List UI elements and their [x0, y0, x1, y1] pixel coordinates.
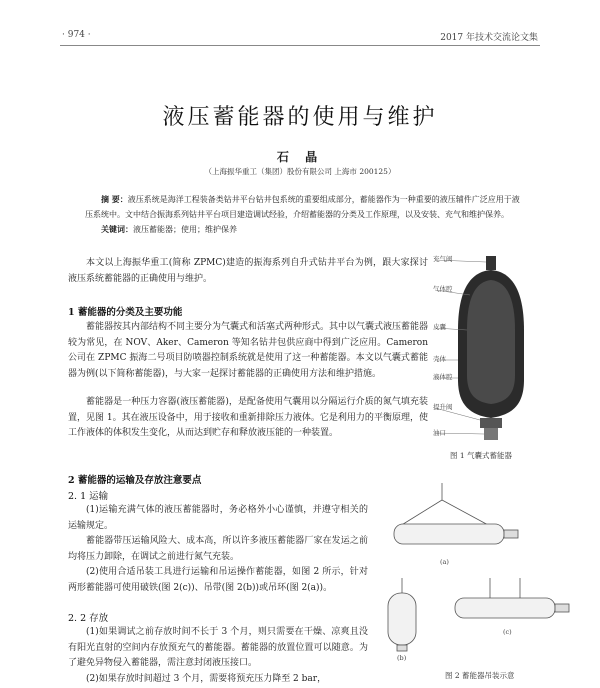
section-2-paragraph-1: (1)运输充满气体的液压蓄能器时，务必格外小心谨慎，并遵守相关的运输规定。	[68, 505, 368, 531]
poppet-shape	[480, 418, 502, 428]
port-shape	[484, 428, 498, 440]
journal-name: 2017 年技术交流论文集	[440, 33, 538, 43]
section-2-paragraph-2: 蓄能器带压运输风险大、成本高，所以许多液压蓄能器厂家在发运之前均将压力卸除，在调试之前进行氮气充装。	[68, 536, 368, 562]
abstract-text: 液压系统是海洋工程装备类钻井平台钻井包系统的重要组成部分，蓄能器作为一种重要的液压辅件广泛应用于液压系统中。文中结合振海系列钻井平台项目建造调试经验，介绍蓄能器的分类及工作原理，以及安装、充气和维护保养。	[85, 195, 520, 219]
intro-paragraph: 本文以上海振华重工(简称 ZPMC)建造的振海系列自升式钻井平台为例，跟大家探讨液压系统蓄能器的正确使用与维护。	[68, 258, 428, 284]
section-1-paragraph-1: 蓄能器按其内部结构不同主要分为气囊式和活塞式两种形式。其中以气囊式液压蓄能器较为常见，在 NOV、Aker、Cameron 等知名钻井包供应商中得到广泛应用。Cameron 公司在 ZPMC 振海二号项目防喷器控制系统就是使用了这一种蓄能器。本文以气囊式蓄能器为例(以下简称蓄能器)，与大家一起探讨蓄能器的正确使用方法和维护措施。	[68, 322, 429, 379]
section-2-2-heading: 2. 2 存放	[68, 613, 109, 624]
figure-1-accumulator	[430, 250, 580, 445]
author: 石 晶	[276, 150, 324, 164]
fig2-label-c: (c)	[503, 628, 512, 636]
fig1-label-poppet: 提升阀	[433, 403, 453, 411]
paper-title: 液压蓄能器的使用与维护	[162, 105, 438, 130]
section-2-paragraph-3: (2)使用合适吊装工具进行运输和吊运操作蓄能器，如图 2 所示，针对两形蓄能器可使用破铁(图 2(c))、吊带(图 2(b))或吊环(图 2(a))。	[68, 567, 368, 593]
section-1-paragraph-2: 蓄能器是一种压力容器(液压蓄能器)，是配备使用气囊用以分隔运行介质的氮气填充装置，见图 1。其在液压设备中，用于接收和重新排除压力液体。它是利用力的平衡原理，使工作液体的体积发生变化，从而达到贮存和释放液压能的一种装置。	[68, 397, 428, 438]
section-2-paragraph-5: (2)如果存放时间超过 3 个月，需要将预充压力降至 2 bar，	[86, 674, 327, 684]
affiliation: （上海振华重工（集团）股份有限公司 上海市 200125）	[204, 167, 396, 176]
fig2-label-b: (b)	[397, 654, 407, 662]
fig1-label-gas-chamber: 气体腔	[433, 285, 453, 293]
keywords: 液压蓄能器；使用；维护保养	[133, 225, 237, 234]
gas-valve-shape	[486, 256, 496, 270]
abstract	[85, 192, 525, 237]
fig1-label-bladder: 皮囊	[433, 323, 446, 331]
fig1-label-shell: 壳体	[433, 355, 446, 363]
section-2-1-heading: 2. 1 运输	[68, 491, 109, 502]
page-number: · 974 ·	[62, 30, 91, 40]
figure-2-lifting	[380, 478, 580, 663]
abstract-label: 摘 要：	[101, 194, 128, 204]
figure-2-caption: 图 2 蓄能器吊装示意	[445, 671, 515, 680]
bladder-shape	[467, 280, 515, 404]
keywords-label: 关键词：	[101, 224, 133, 234]
section-2-paragraph-4: (1)如果调试之前存放时间不长于 3 个月，则只需要在干燥、凉爽且没有阳光直射的空间内存放预充气的蓄能器。蓄能器的放置位置可以随意。为了避免异物侵入蓄能器，需注意封闭液压接口。	[68, 627, 368, 668]
section-1-heading: 1 蓄能器的分类及主要功能	[68, 307, 183, 318]
fig1-label-gas-valve: 充气阀	[433, 255, 453, 263]
figure-1-caption: 图 1 气囊式蓄能器	[450, 451, 513, 460]
header-rule	[60, 45, 540, 46]
fig1-label-port: 油口	[433, 429, 446, 437]
fig1-label-fluid-chamber: 液体腔	[433, 373, 453, 381]
fig2-label-a: (a)	[440, 558, 449, 566]
section-2-heading: 2 蓄能器的运输及存放注意要点	[68, 475, 202, 486]
